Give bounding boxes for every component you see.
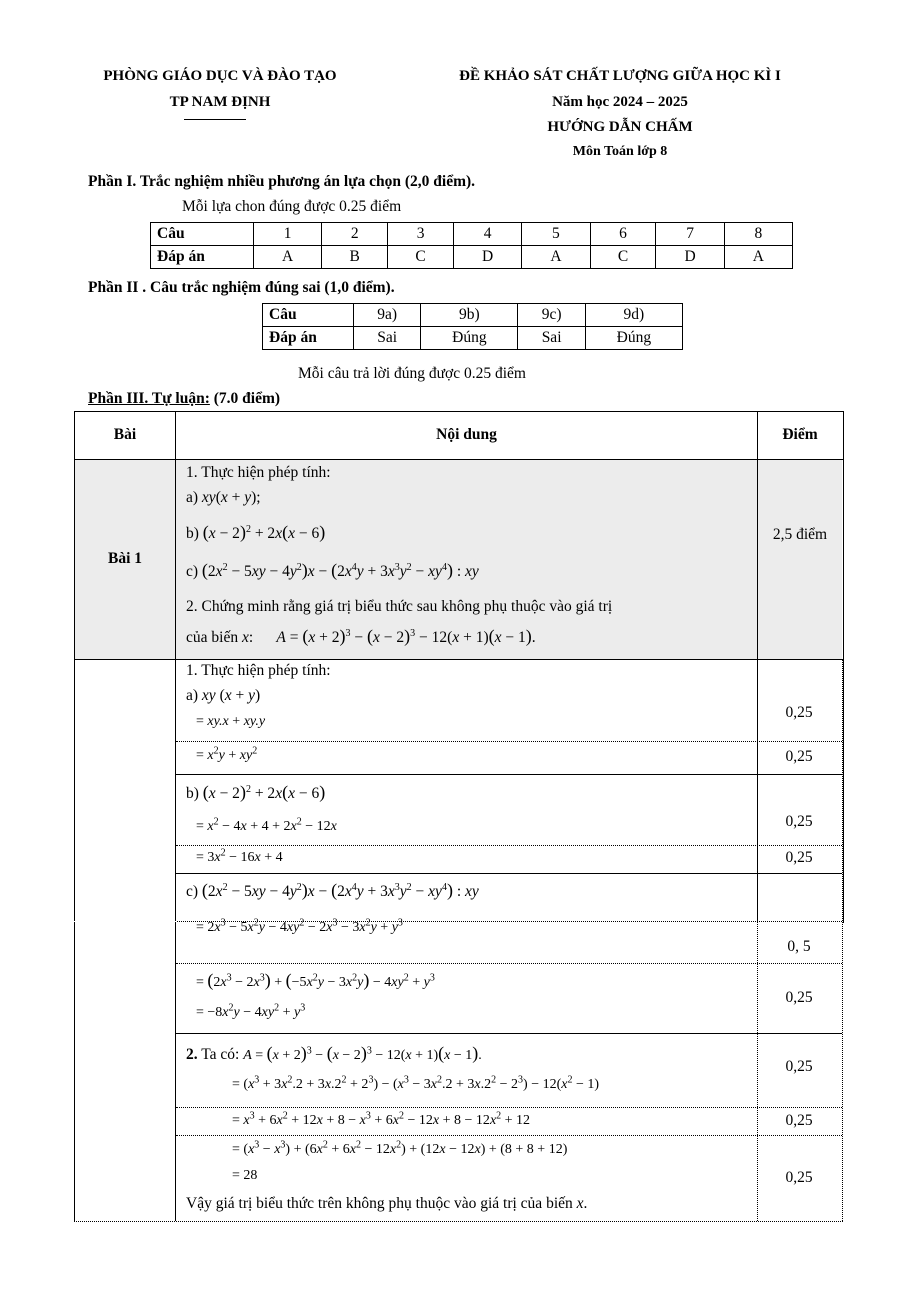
score-cell: 0,25 [785, 849, 813, 866]
mask [74, 921, 176, 922]
solution-task2-taco: Ta có: [201, 1046, 240, 1063]
solution-conclusion-text: Vậy giá trị biểu thức trên không phụ thuộc vào giá trị của biến [186, 1195, 573, 1212]
solution-c-step3: = $-8x^2y - 4xy^2 + y^3$ [196, 1002, 306, 1020]
part1-answer-table [150, 222, 793, 269]
frame-left [74, 659, 75, 1221]
score-cell: 0,25 [785, 748, 813, 765]
question-c: c) $(2x^2 - 5xy - 4y^2)x - (2x^4y + 3x^3y^2 - xy^4)$ : xy [186, 560, 479, 580]
exam-title: ĐỀ KHẢO SÁT CHẤT LƯỢNG GIỮA HỌC KÌ I [459, 68, 781, 84]
score-cell: 0,25 [785, 1169, 813, 1186]
answer-cell: D [454, 246, 522, 269]
solution-b-step0: b) $(x - 2)^2 + 2x(x - 6)$ [186, 782, 326, 802]
score-cell: 0,25 [785, 1112, 813, 1129]
solution-b-step1: = $x^2 - 4x + 4 + 2x^2 - 12x$ [196, 816, 337, 834]
row-label-cau: Câu [151, 223, 254, 246]
table-bottom [74, 1221, 843, 1222]
answer-cell: B [322, 246, 388, 269]
row-separator [176, 873, 842, 874]
part2-title: Phần II . Câu trắc nghiệm đúng sai (1,0 điểm). [88, 279, 395, 296]
part3-title-label: Phần III. Tự luận: [88, 390, 210, 407]
question-task2-prefix: của biến [186, 629, 239, 646]
frame-right [842, 659, 843, 1221]
question-number: 7 [656, 223, 724, 246]
row-divider [74, 659, 844, 660]
col-divider [175, 659, 176, 1221]
question-number: 9d) [585, 304, 682, 327]
solution-a-step1: = xy.x + xy.y [196, 714, 266, 729]
subject-title: Môn Toán lớp 8 [572, 144, 668, 159]
question-task2-line1: 2. Chứng minh rằng giá trị biểu thức sau không phụ thuộc vào giá trị [186, 598, 613, 615]
solution-task2-step2: = $x^3 + 6x^2 + 12x + 8 - x^3 + 6x^2 - 12x + 8 - 12x^2 + 12$ [232, 1110, 531, 1128]
answer-cell: A [254, 246, 322, 269]
question-task2-line2: của biến x: $A = (x + 2)^3 - (x - 2)^3 - 12(x + 1)(x - 1)$. [186, 626, 536, 646]
question-number: 2 [322, 223, 388, 246]
row-label-dap-an: Đáp án [263, 327, 354, 350]
col-header-noi-dung: Nội dung [436, 426, 497, 443]
solution-b-step2: = $3x^2 - 16x + 4$ [196, 847, 283, 865]
solution-a-step0: a) xy (x + y) [186, 687, 261, 704]
row-label-dap-an: Đáp án [151, 246, 254, 269]
solution-task2-number: 2. [186, 1046, 198, 1063]
part1-title: Phần I. Trắc nghiệm nhiều phương án lựa chọn (2,0 điểm). [88, 173, 476, 190]
bai1-points: 2,5 điểm [772, 526, 828, 543]
solution-task1: 1. Thực hiện phép tính: [186, 662, 331, 679]
row-separator [176, 1033, 842, 1034]
question-b: b) $(x - 2)^2 + 2x(x - 6)$ [186, 522, 326, 542]
answer-cell: Đúng [585, 327, 682, 350]
solution-task2-step3: = $(x^3 - x^3) + (6x^2 + 6x^2 - 12x^2) + (12x - 12x) + (8 + 8 + 12)$ [232, 1139, 568, 1157]
table-bottom-line [74, 921, 844, 922]
school-year: Năm học 2024 – 2025 [552, 94, 688, 110]
col-divider [175, 460, 176, 659]
department-name: PHÒNG GIÁO DỤC VÀ ĐÀO TẠO [103, 68, 337, 84]
guide-title: HƯỚNG DẪN CHẤM [547, 119, 693, 135]
question-a: a) xy(x + y); [186, 489, 261, 506]
question-number: 9a) [354, 304, 421, 327]
row-separator [176, 774, 842, 775]
answer-cell: Sai [354, 327, 421, 350]
question-number: 6 [590, 223, 656, 246]
question-number: 4 [454, 223, 522, 246]
answer-cell: D [656, 246, 724, 269]
question-number: 9b) [421, 304, 518, 327]
solution-a-step2: = $x^2y + xy^2$ [196, 745, 258, 763]
answer-cell: Đúng [421, 327, 518, 350]
question-number: 3 [388, 223, 454, 246]
solution-task2-step4: = 28 [232, 1168, 258, 1183]
row-separator [176, 845, 842, 846]
col-header-bai: Bài [113, 426, 137, 443]
part2-answer-table [262, 303, 683, 350]
row-separator [176, 963, 842, 964]
solution-task2-step1: = $(x^3 + 3x^2.2 + 3x.2^2 + 2^3) - (x^3 - 3x^2.2 + 3x.2^2 - 2^3) - 12(x^2 - 1)$ [232, 1074, 600, 1092]
answer-cell: C [388, 246, 454, 269]
solution-c-step0: c) $(2x^2 - 5xy - 4y^2)x - (2x^4y + 3x^3y^2 - xy^4)$ : xy [186, 880, 479, 900]
score-cell: 0,25 [785, 813, 813, 830]
question-number: 5 [522, 223, 590, 246]
score-cell: 0,25 [785, 1058, 813, 1075]
solution-c-step1: = $2x^3 - 5x^2y - 4xy^2 - 2x^3 - 3x^2y + y^3$ [196, 917, 403, 935]
col-divider [757, 460, 758, 659]
bai1-label: Bài 1 [107, 550, 143, 567]
score-cell: 0,25 [785, 989, 813, 1006]
header-underline [184, 119, 246, 120]
question-number: 8 [724, 223, 792, 246]
row-separator [176, 1135, 842, 1136]
row-separator [176, 741, 842, 742]
part3-title-points: (7.0 điểm) [209, 390, 281, 407]
part3-title [88, 390, 280, 408]
col-header-diem: Điểm [782, 426, 818, 443]
city-name: TP NAM ĐỊNH [169, 94, 271, 110]
row-label-cau: Câu [263, 304, 354, 327]
solution-c-step2: = $(2x^3 - 2x^3) + (-5x^2y - 3x^2y) - 4xy^2 + y^3$ [196, 970, 435, 990]
question-task1: 1. Thực hiện phép tính: [186, 464, 331, 481]
answer-cell: Sai [518, 327, 585, 350]
answer-cell: A [522, 246, 590, 269]
answer-cell: C [590, 246, 656, 269]
question-number: 9c) [518, 304, 585, 327]
part2-note: Mỗi câu trả lời đúng được 0.25 điểm [298, 365, 526, 382]
answer-cell: A [724, 246, 792, 269]
part1-note: Mỗi lựa chon đúng được 0.25 điểm [182, 198, 402, 215]
solution-conclusion: Vậy giá trị biểu thức trên không phụ thuộc vào giá trị của biến x. [186, 1195, 588, 1212]
row-separator [176, 1107, 842, 1108]
score-cell: 0, 5 [787, 938, 811, 955]
question-number: 1 [254, 223, 322, 246]
solution-task2-step0: 2. Ta có: $A = (x + 2)^3 - (x - 2)^3 - 12(x + 1)(x - 1)$. [186, 1043, 482, 1063]
score-cell: 0,25 [785, 704, 813, 721]
